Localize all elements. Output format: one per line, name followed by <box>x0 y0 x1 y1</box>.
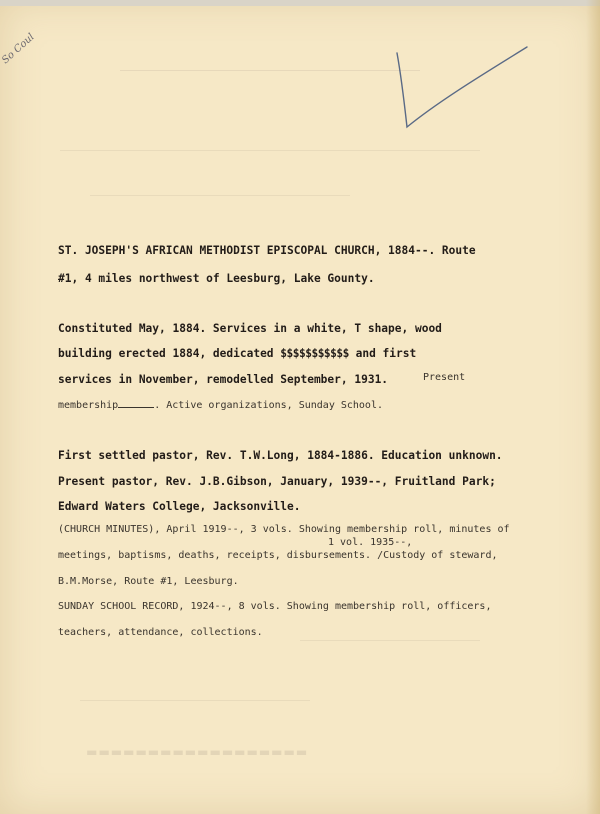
history-line-1: Constituted May, 1884. Services in a white, T shape, wood <box>58 322 442 335</box>
pencil-checkmark-icon <box>395 45 530 130</box>
history-line-3: services in November, remodelled September, 1931. <box>58 373 389 386</box>
history-line-2-end: and first <box>348 347 417 360</box>
minutes-record-line-3: B.M.Morse, Route #1, Leesburg. <box>58 576 239 587</box>
first-pastor-line: First settled pastor, Rev. T.W.Long, 1884-1886. Education unknown. <box>58 449 503 462</box>
membership-label: membership <box>58 400 119 411</box>
history-line-3-addition: Present <box>423 372 466 383</box>
bleed-through-mark <box>120 70 420 71</box>
minutes-record-insert: 1 vol. 1935--, <box>328 537 413 548</box>
bleed-through-mark <box>300 640 480 641</box>
paper-edge-shadow <box>586 0 600 814</box>
history-line-2-text: building erected 1884, dedicated <box>58 347 281 360</box>
struck-out-text: $$$$$$$$$$$ <box>280 347 349 360</box>
college-line: Edward Waters College, Jacksonville. <box>58 500 301 513</box>
history-line-2 <box>58 347 416 360</box>
sunday-school-record-line-2: teachers, attendance, collections. <box>58 627 263 638</box>
minutes-record-line-1: (CHURCH MINUTES), April 1919--, 3 vols. Showing membership roll, minutes of <box>58 524 510 535</box>
handwritten-margin-note: So Coul <box>0 31 37 67</box>
active-organizations: . Active organizations, Sunday School. <box>154 400 383 411</box>
church-heading-line-1: ST. JOSEPH'S AFRICAN METHODIST EPISCOPAL CHURCH, 1884--. Route <box>58 244 476 257</box>
bleed-through-form-header: ▬▬▬▬▬▬▬▬▬▬▬▬▬▬▬▬▬▬ <box>85 745 308 759</box>
bleed-through-mark <box>90 195 350 196</box>
bleed-through-mark <box>80 700 310 701</box>
history-line-4 <box>58 398 383 411</box>
minutes-record-line-2: meetings, baptisms, deaths, receipts, disbursements. /Custody of steward, <box>58 550 498 561</box>
bleed-through-mark <box>60 150 480 151</box>
sunday-school-record-line-1: SUNDAY SCHOOL RECORD, 1924--, 8 vols. Showing membership roll, officers, <box>58 601 492 612</box>
membership-blank <box>118 398 154 408</box>
present-pastor-line: Present pastor, Rev. J.B.Gibson, January, 1939--, Fruitland Park; <box>58 475 496 488</box>
scan-top-strip <box>0 0 600 6</box>
church-heading-line-2: #1, 4 miles northwest of Leesburg, Lake Gounty. <box>58 272 375 285</box>
